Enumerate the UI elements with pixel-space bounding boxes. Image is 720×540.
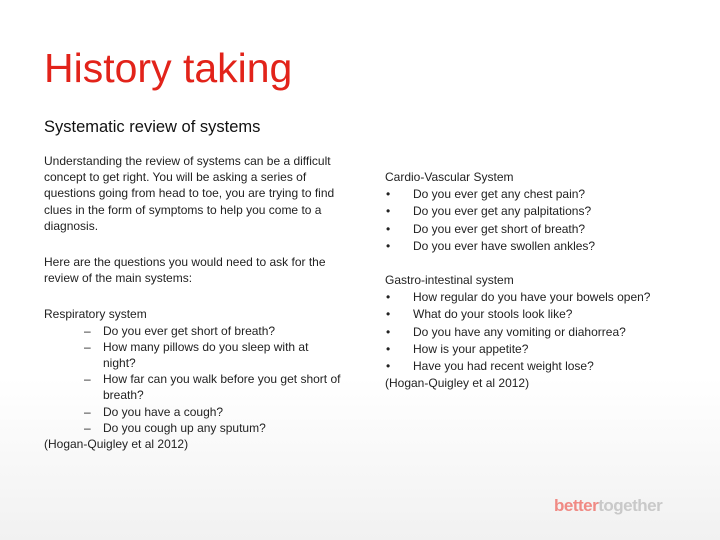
- list-item-text: Do you ever get any palpitations?: [413, 204, 592, 219]
- list-item: [385, 186, 705, 203]
- dash-marker: –: [84, 372, 91, 387]
- cardio-heading: Cardio-Vascular System: [385, 170, 514, 184]
- lead-paragraph: Here are the questions you would need to ask for the review of the main systems:: [44, 255, 326, 286]
- list-item: [385, 324, 705, 341]
- list-item: [44, 371, 344, 403]
- list-item-text: Do you cough up any sputum?: [103, 420, 266, 435]
- logo-part-better: better: [554, 496, 599, 515]
- list-item: [44, 339, 344, 371]
- list-item-text: Do you ever get short of breath?: [103, 323, 276, 338]
- list-item-text: Do you ever get short of breath?: [413, 221, 586, 236]
- list-item: [385, 203, 705, 220]
- list-item-text: What do your stools look like?: [413, 307, 573, 322]
- list-item: [385, 341, 705, 358]
- list-item: [44, 404, 344, 420]
- dash-marker: –: [84, 420, 91, 435]
- list-item: [385, 306, 705, 323]
- left-citation: (Hogan-Quigley et al 2012): [44, 437, 189, 452]
- list-item: [385, 289, 705, 306]
- list-item: [385, 358, 705, 375]
- list-item-text: Do you ever get any chest pain?: [413, 187, 586, 202]
- cardio-list: [385, 186, 705, 255]
- bullet-marker: •: [386, 359, 391, 374]
- list-item-text: How many pillows do you sleep with at night?: [103, 339, 309, 371]
- respiratory-list: [44, 323, 344, 436]
- intro-paragraph: Understanding the review of systems can be a difficult concept to get right. You will be asking a series of questions going from head to toe, you are trying to find clues in the form of symptoms to help you come to a diagnosis.: [44, 154, 335, 233]
- list-item: [44, 420, 344, 436]
- list-item-text: Do you have any vomiting or diahorrea?: [413, 324, 626, 339]
- list-item-text: How is your appetite?: [413, 341, 529, 356]
- gi-list: [385, 289, 705, 375]
- list-item-text: Have you had recent weight lose?: [413, 359, 594, 374]
- better-together-logo: [554, 496, 662, 516]
- list-item-text: Do you have a cough?: [103, 404, 224, 419]
- gi-heading: Gastro-intestinal system: [385, 273, 514, 288]
- right-citation: (Hogan-Quigley et al 2012): [385, 376, 530, 391]
- list-item: [44, 323, 344, 339]
- bullet-marker: •: [386, 290, 391, 305]
- list-item: [385, 221, 705, 238]
- slide-title: History taking: [44, 45, 293, 91]
- bullet-marker: •: [386, 238, 391, 253]
- right-column: [385, 169, 705, 392]
- bullet-marker: •: [386, 187, 391, 202]
- dash-marker: –: [84, 323, 91, 338]
- bullet-marker: •: [386, 307, 391, 322]
- list-item-text: How far can you walk before you get short of breath?: [103, 372, 341, 403]
- bullet-marker: •: [386, 221, 391, 236]
- slide-subtitle: Systematic review of systems: [44, 118, 261, 136]
- dash-marker: –: [84, 339, 91, 354]
- left-column: [44, 153, 344, 452]
- list-item-text: How regular do you have your bowels open?: [413, 290, 651, 305]
- list-item-text: Do you ever have swollen ankles?: [413, 238, 596, 253]
- bullet-marker: •: [386, 341, 391, 356]
- dash-marker: –: [84, 404, 91, 419]
- list-item: [385, 238, 705, 255]
- logo-part-together: together: [598, 496, 663, 515]
- bullet-marker: •: [386, 324, 391, 339]
- bullet-marker: •: [386, 204, 391, 219]
- respiratory-heading: Respiratory system: [44, 307, 147, 322]
